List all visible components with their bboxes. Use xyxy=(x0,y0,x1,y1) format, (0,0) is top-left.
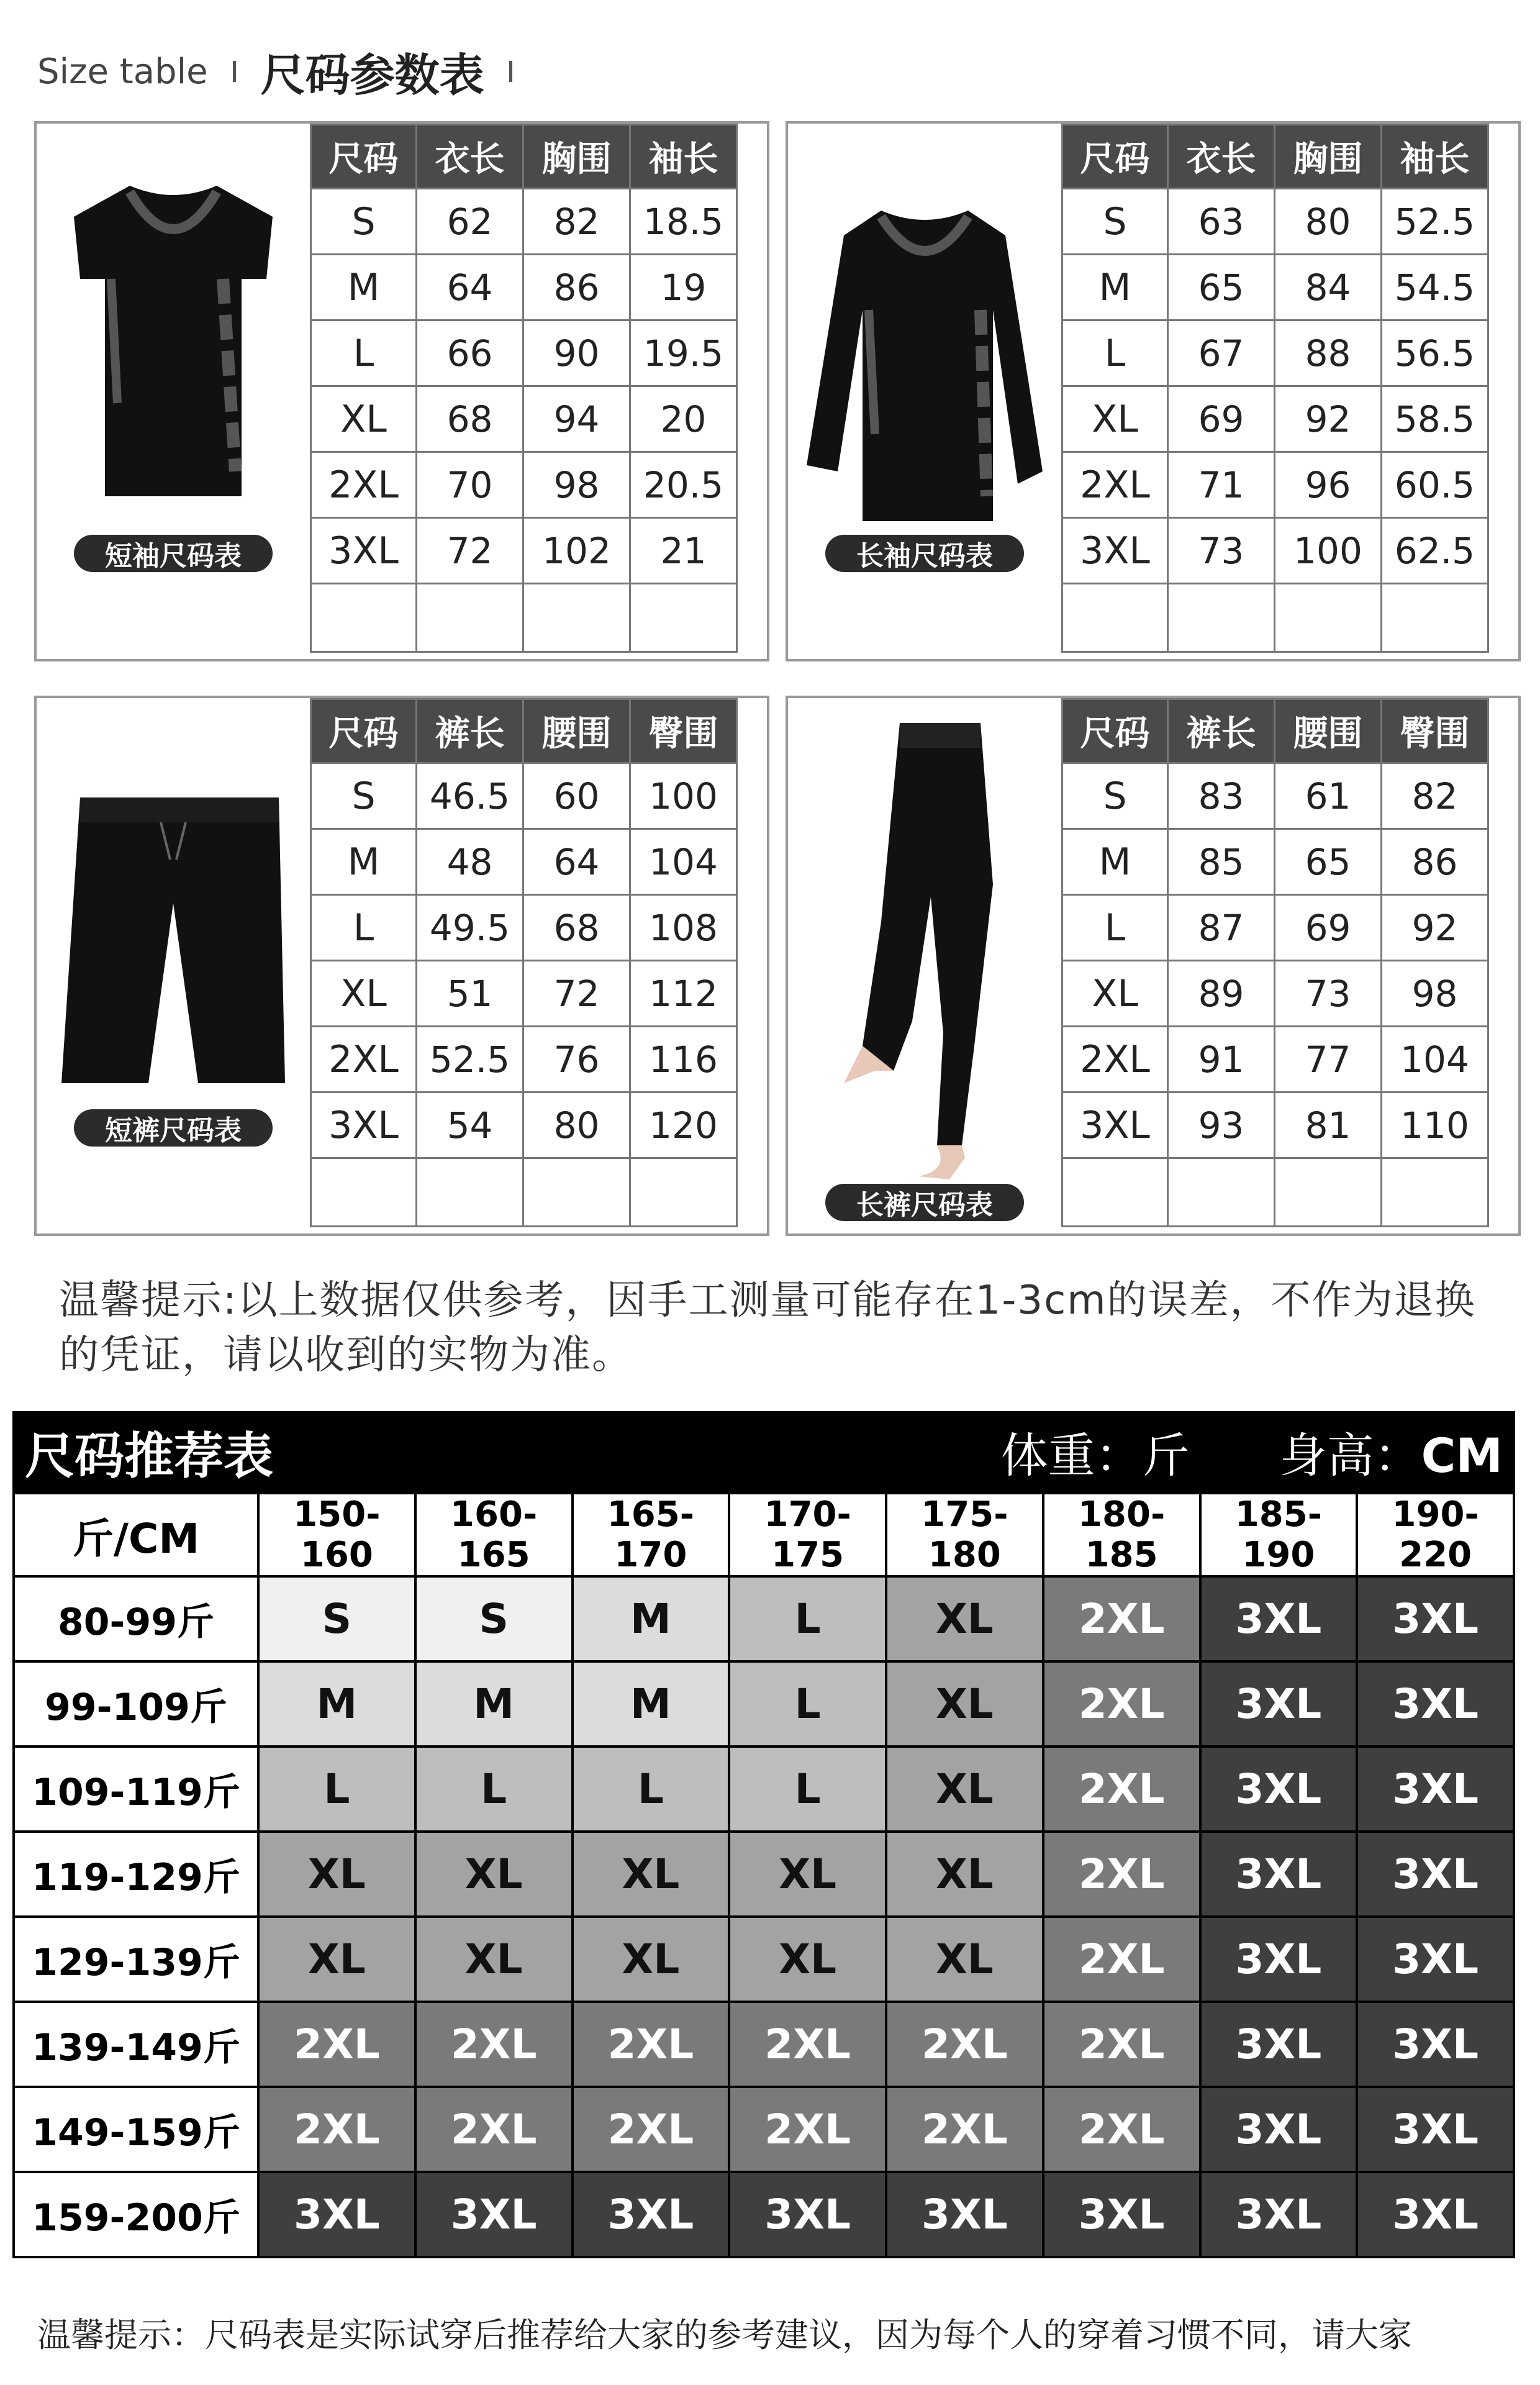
long-sleeve-size-table xyxy=(1061,124,1489,653)
value-cell: 64 xyxy=(523,829,630,895)
value-cell: 80 xyxy=(1275,189,1382,255)
recommendation-header xyxy=(12,1411,1515,1492)
size-cell: 3XL xyxy=(311,518,417,584)
table-row xyxy=(1062,895,1488,961)
recommended-size-cell: 2XL xyxy=(1043,1832,1200,1917)
value-cell: 49.5 xyxy=(417,895,523,961)
table-row xyxy=(311,320,737,386)
size-cell: M xyxy=(1062,255,1168,320)
recommended-size-cell: 2XL xyxy=(1043,1661,1200,1747)
size-panel-long-sleeve xyxy=(786,121,1521,661)
value-cell: 80 xyxy=(523,1093,630,1158)
table-row xyxy=(311,961,737,1027)
recommended-size-cell: 3XL xyxy=(1043,2172,1200,2257)
table-row xyxy=(311,763,737,829)
recommended-size-cell: 3XL xyxy=(258,2172,415,2257)
size-cell: M xyxy=(311,829,417,895)
size-panel-long-pants xyxy=(786,696,1521,1236)
value-cell: 83 xyxy=(1168,763,1275,829)
column-header: 袖长 xyxy=(630,125,737,189)
recommended-size-cell: 3XL xyxy=(1357,1832,1514,1917)
value-cell: 81 xyxy=(1275,1093,1382,1158)
value-cell: 62.5 xyxy=(1382,518,1488,584)
value-cell: 116 xyxy=(630,1027,737,1093)
recommended-size-cell: 2XL xyxy=(573,2087,730,2172)
value-cell: 58.5 xyxy=(1382,386,1488,452)
size-cell: L xyxy=(1062,895,1168,961)
column-header: 臀围 xyxy=(630,699,737,763)
value-cell: 120 xyxy=(630,1093,737,1158)
value-cell: 72 xyxy=(417,518,523,584)
value-cell: 21 xyxy=(630,518,737,584)
recommended-size-cell: 3XL xyxy=(729,2172,886,2257)
recommended-size-cell: 3XL xyxy=(415,2172,573,2257)
recommended-size-cell: M xyxy=(573,1576,730,1661)
value-cell: 73 xyxy=(1275,961,1382,1027)
column-header: 袖长 xyxy=(1382,125,1488,189)
size-cell: S xyxy=(311,189,417,255)
value-cell: 68 xyxy=(523,895,630,961)
value-cell: 51 xyxy=(417,961,523,1027)
value-cell: 19 xyxy=(630,255,737,320)
weight-cell: 159-200斤 xyxy=(14,2172,258,2257)
shorts-badge: 短裤尺码表 xyxy=(74,1109,273,1147)
short-sleeve-badge: 短袖尺码表 xyxy=(74,535,273,572)
table-row xyxy=(1062,189,1488,255)
table-row xyxy=(1062,255,1488,320)
recommended-size-cell: S xyxy=(258,1576,415,1661)
column-header: 腰围 xyxy=(1275,699,1382,763)
table-row xyxy=(1062,452,1488,518)
recommended-size-cell: XL xyxy=(258,1917,415,2002)
blank-row xyxy=(1062,1158,1488,1227)
value-cell: 61 xyxy=(1275,763,1382,829)
recommended-size-cell: 3XL xyxy=(1200,1747,1357,1832)
size-cell: 2XL xyxy=(1062,452,1168,518)
recommended-size-cell: 2XL xyxy=(886,2087,1043,2172)
column-header: 衣长 xyxy=(417,125,523,189)
value-cell: 91 xyxy=(1168,1027,1275,1093)
header-english-title: Size table xyxy=(37,51,208,92)
value-cell: 65 xyxy=(1275,829,1382,895)
value-cell: 98 xyxy=(523,452,630,518)
recommended-size-cell: 3XL xyxy=(1357,2002,1514,2087)
weight-cell: 129-139斤 xyxy=(14,1917,258,2002)
weight-cell: 109-119斤 xyxy=(14,1747,258,1832)
recommended-size-cell: 2XL xyxy=(886,2002,1043,2087)
long-sleeve-badge: 长袖尺码表 xyxy=(825,535,1024,572)
table-row xyxy=(1062,518,1488,584)
height-header: 165-170 xyxy=(573,1493,730,1576)
table-row xyxy=(14,2002,1514,2087)
recommended-size-cell: 3XL xyxy=(886,2172,1043,2257)
recommended-size-cell: 3XL xyxy=(1357,1917,1514,2002)
column-header: 尺码 xyxy=(1062,125,1168,189)
corner-header: 斤/CM xyxy=(14,1493,258,1576)
recommended-size-cell: M xyxy=(258,1661,415,1747)
recommended-size-cell: XL xyxy=(729,1832,886,1917)
value-cell: 66 xyxy=(417,320,523,386)
weight-cell: 149-159斤 xyxy=(14,2087,258,2172)
weight-cell: 119-129斤 xyxy=(14,1832,258,1917)
table-row xyxy=(14,1832,1514,1917)
table-row xyxy=(1062,320,1488,386)
height-unit-label: 身高： xyxy=(1279,1427,1421,1483)
recommended-size-cell: 3XL xyxy=(1200,2172,1357,2257)
column-header: 裤长 xyxy=(1168,699,1275,763)
table-row xyxy=(14,1747,1514,1832)
recommended-size-cell: L xyxy=(729,1576,886,1661)
table-row xyxy=(1062,386,1488,452)
value-cell: 82 xyxy=(523,189,630,255)
recommended-size-cell: 2XL xyxy=(1043,1576,1200,1661)
value-cell: 90 xyxy=(523,320,630,386)
recommended-size-cell: XL xyxy=(415,1917,573,2002)
long-pants-size-table xyxy=(1061,698,1489,1227)
value-cell: 60.5 xyxy=(1382,452,1488,518)
recommendation-table xyxy=(12,1492,1515,2258)
value-cell: 62 xyxy=(417,189,523,255)
recommended-size-cell: 2XL xyxy=(1043,2002,1200,2087)
header-chinese-title: 尺码参数表 xyxy=(260,49,484,101)
table-row xyxy=(311,452,737,518)
height-header: 160-165 xyxy=(415,1493,573,1576)
recommended-size-cell: 3XL xyxy=(1200,1576,1357,1661)
table-row xyxy=(311,518,737,584)
value-cell: 110 xyxy=(1382,1093,1488,1158)
value-cell: 20 xyxy=(630,386,737,452)
value-cell: 54 xyxy=(417,1093,523,1158)
recommended-size-cell: 3XL xyxy=(1200,2087,1357,2172)
value-cell: 18.5 xyxy=(630,189,737,255)
table-row xyxy=(311,1093,737,1158)
value-cell: 72 xyxy=(523,961,630,1027)
table-row xyxy=(311,386,737,452)
recommended-size-cell: 3XL xyxy=(1357,1747,1514,1832)
table-row xyxy=(1062,961,1488,1027)
size-cell: XL xyxy=(311,961,417,1027)
recommendation-units xyxy=(1001,1418,1503,1486)
table-row xyxy=(14,1661,1514,1747)
value-cell: 96 xyxy=(1275,452,1382,518)
blank-row xyxy=(1062,584,1488,652)
value-cell: 77 xyxy=(1275,1027,1382,1093)
column-header: 腰围 xyxy=(523,699,630,763)
size-recommendation xyxy=(12,1411,1515,2258)
weight-cell: 139-149斤 xyxy=(14,2002,258,2087)
height-header: 180-185 xyxy=(1043,1493,1200,1576)
size-cell: 2XL xyxy=(1062,1027,1168,1093)
value-cell: 60 xyxy=(523,763,630,829)
recommended-size-cell: 2XL xyxy=(729,2087,886,2172)
leggings-image xyxy=(788,698,1061,1233)
value-cell: 92 xyxy=(1382,895,1488,961)
shorts-size-table xyxy=(310,698,738,1227)
recommended-size-cell: 3XL xyxy=(1200,1917,1357,2002)
recommended-size-cell: XL xyxy=(886,1747,1043,1832)
height-header: 170-175 xyxy=(729,1493,886,1576)
size-cell: 3XL xyxy=(311,1093,417,1158)
recommended-size-cell: L xyxy=(258,1747,415,1832)
recommended-size-cell: 2XL xyxy=(729,2002,886,2087)
height-header: 175-180 xyxy=(886,1493,1043,1576)
recommended-size-cell: 2XL xyxy=(415,2002,573,2087)
recommended-size-cell: XL xyxy=(886,1917,1043,2002)
recommended-size-cell: 2XL xyxy=(258,2087,415,2172)
table-row xyxy=(14,2087,1514,2172)
height-unit: CM xyxy=(1421,1427,1503,1483)
size-cell: 3XL xyxy=(1062,1093,1168,1158)
value-cell: 69 xyxy=(1275,895,1382,961)
value-cell: 102 xyxy=(523,518,630,584)
value-cell: 84 xyxy=(1275,255,1382,320)
size-cell: 3XL xyxy=(1062,518,1168,584)
recommended-size-cell: L xyxy=(729,1661,886,1747)
recommended-size-cell: 2XL xyxy=(1043,2087,1200,2172)
table-row xyxy=(1062,1027,1488,1093)
recommended-size-cell: L xyxy=(415,1747,573,1832)
value-cell: 73 xyxy=(1168,518,1275,584)
recommended-size-cell: M xyxy=(573,1661,730,1747)
short-sleeve-size-table xyxy=(310,124,738,653)
value-cell: 100 xyxy=(1275,518,1382,584)
value-cell: 104 xyxy=(1382,1027,1488,1093)
size-cell: 2XL xyxy=(311,452,417,518)
long-pants-badge: 长裤尺码表 xyxy=(825,1184,1024,1221)
recommended-size-cell: XL xyxy=(415,1832,573,1917)
recommended-size-cell: 2XL xyxy=(415,2087,573,2172)
value-cell: 70 xyxy=(417,452,523,518)
value-cell: 94 xyxy=(523,386,630,452)
value-cell: 92 xyxy=(1275,386,1382,452)
recommended-size-cell: XL xyxy=(886,1576,1043,1661)
recommendation-title: 尺码推荐表 xyxy=(25,1427,273,1485)
value-cell: 67 xyxy=(1168,320,1275,386)
value-cell: 86 xyxy=(523,255,630,320)
long-sleeve-shirt-image xyxy=(788,124,1061,659)
size-cell: L xyxy=(311,895,417,961)
short-sleeve-shirt-image xyxy=(37,124,310,659)
table-row xyxy=(311,189,737,255)
size-cell: XL xyxy=(1062,961,1168,1027)
page-header xyxy=(37,43,537,99)
recommended-size-cell: 3XL xyxy=(1357,2087,1514,2172)
column-header: 衣长 xyxy=(1168,125,1275,189)
recommended-size-cell: 3XL xyxy=(1357,1576,1514,1661)
measurement-tip: 温馨提示:以上数据仅供参考，因手工测量可能存在1-3cm的误差，不作为退换的凭证，请以收到的实物为准。 xyxy=(59,1278,1476,1378)
value-cell: 64 xyxy=(417,255,523,320)
table-row xyxy=(14,2172,1514,2257)
size-cell: S xyxy=(1062,763,1168,829)
size-cell: 2XL xyxy=(311,1027,417,1093)
value-cell: 20.5 xyxy=(630,452,737,518)
value-cell: 82 xyxy=(1382,763,1488,829)
height-header: 185-190 xyxy=(1200,1493,1357,1576)
value-cell: 93 xyxy=(1168,1093,1275,1158)
header-divider-end xyxy=(509,61,512,82)
value-cell: 112 xyxy=(630,961,737,1027)
recommended-size-cell: 3XL xyxy=(1200,1661,1357,1747)
value-cell: 88 xyxy=(1275,320,1382,386)
recommended-size-cell: M xyxy=(415,1661,573,1747)
table-row xyxy=(1062,1093,1488,1158)
recommended-size-cell: 3XL xyxy=(1200,2002,1357,2087)
value-cell: 68 xyxy=(417,386,523,452)
recommended-size-cell: XL xyxy=(729,1917,886,2002)
recommended-size-cell: XL xyxy=(573,1917,730,2002)
recommended-size-cell: XL xyxy=(573,1832,730,1917)
size-panel-short-sleeve xyxy=(34,121,769,661)
column-header: 裤长 xyxy=(417,699,523,763)
column-header: 尺码 xyxy=(311,699,417,763)
value-cell: 63 xyxy=(1168,189,1275,255)
table-row xyxy=(1062,829,1488,895)
size-cell: M xyxy=(311,255,417,320)
recommended-size-cell: XL xyxy=(886,1832,1043,1917)
size-cell: S xyxy=(1062,189,1168,255)
size-cell: M xyxy=(1062,829,1168,895)
value-cell: 87 xyxy=(1168,895,1275,961)
value-cell: 108 xyxy=(630,895,737,961)
recommended-size-cell: 3XL xyxy=(1200,1832,1357,1917)
recommended-size-cell: 3XL xyxy=(1357,2172,1514,2257)
table-row xyxy=(311,895,737,961)
table-row xyxy=(14,1576,1514,1661)
value-cell: 54.5 xyxy=(1382,255,1488,320)
weight-cell: 99-109斤 xyxy=(14,1661,258,1747)
recommended-size-cell: L xyxy=(729,1747,886,1832)
table-row xyxy=(311,829,737,895)
value-cell: 98 xyxy=(1382,961,1488,1027)
blank-row xyxy=(311,584,737,652)
value-cell: 19.5 xyxy=(630,320,737,386)
recommended-size-cell: 2XL xyxy=(1043,1747,1200,1832)
weight-unit-label: 体重：斤 xyxy=(1000,1427,1190,1483)
recommended-size-cell: 2XL xyxy=(258,2002,415,2087)
value-cell: 48 xyxy=(417,829,523,895)
weight-cell: 80-99斤 xyxy=(14,1576,258,1661)
value-cell: 100 xyxy=(630,763,737,829)
value-cell: 46.5 xyxy=(417,763,523,829)
recommended-size-cell: XL xyxy=(886,1661,1043,1747)
header-divider xyxy=(233,61,236,82)
value-cell: 104 xyxy=(630,829,737,895)
value-cell: 56.5 xyxy=(1382,320,1488,386)
size-panel-shorts xyxy=(34,696,769,1236)
recommended-size-cell: 2XL xyxy=(573,2002,730,2087)
footer-tip: 温馨提示：尺码表是实际试穿后推荐给大家的参考建议，因为每个人的穿着习惯不同，请大家 xyxy=(37,2315,1412,2355)
column-header: 胸围 xyxy=(523,125,630,189)
value-cell: 52.5 xyxy=(1382,189,1488,255)
table-row xyxy=(311,255,737,320)
height-header: 190-220 xyxy=(1357,1493,1514,1576)
column-header: 尺码 xyxy=(1062,699,1168,763)
recommended-size-cell: L xyxy=(573,1747,730,1832)
value-cell: 76 xyxy=(523,1027,630,1093)
blank-row xyxy=(311,1158,737,1227)
value-cell: 85 xyxy=(1168,829,1275,895)
size-cell: L xyxy=(311,320,417,386)
recommended-size-cell: 3XL xyxy=(573,2172,730,2257)
value-cell: 69 xyxy=(1168,386,1275,452)
size-cell: XL xyxy=(1062,386,1168,452)
value-cell: 65 xyxy=(1168,255,1275,320)
recommended-size-cell: 2XL xyxy=(1043,1917,1200,2002)
value-cell: 89 xyxy=(1168,961,1275,1027)
size-cell: L xyxy=(1062,320,1168,386)
table-row xyxy=(14,1917,1514,2002)
column-header: 尺码 xyxy=(311,125,417,189)
value-cell: 52.5 xyxy=(417,1027,523,1093)
recommended-size-cell: S xyxy=(415,1576,573,1661)
recommended-size-cell: 3XL xyxy=(1357,1661,1514,1747)
recommended-size-cell: XL xyxy=(258,1832,415,1917)
table-row xyxy=(1062,763,1488,829)
value-cell: 71 xyxy=(1168,452,1275,518)
column-header: 臀围 xyxy=(1382,699,1488,763)
value-cell: 86 xyxy=(1382,829,1488,895)
height-header: 150-160 xyxy=(258,1493,415,1576)
table-row xyxy=(311,1027,737,1093)
column-header: 胸围 xyxy=(1275,125,1382,189)
size-cell: S xyxy=(311,763,417,829)
shorts-image xyxy=(37,698,310,1233)
size-cell: XL xyxy=(311,386,417,452)
